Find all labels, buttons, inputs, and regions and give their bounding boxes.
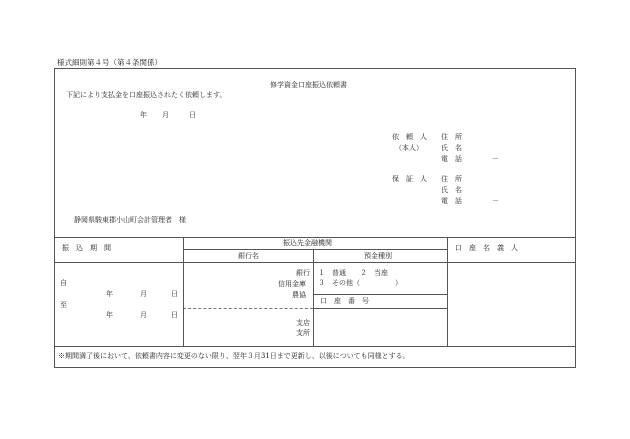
period-to-label: 至 [60, 301, 67, 309]
applicant-heading: 依 頼 人 [392, 133, 427, 141]
col-holder-header: 口 座 名 義 人 [455, 244, 518, 252]
guarantor-name-label: 氏 名 [441, 186, 462, 194]
date-month-label: 月 [162, 111, 169, 119]
table-top-line [54, 237, 576, 238]
to-month-label: 月 [140, 311, 147, 319]
addressee: 静岡県駿東郡小山町会計管理者 様 [74, 216, 186, 224]
applicant-sub-label: （本人） [395, 144, 423, 152]
deposit-option-line-1: １ 普通 ２ 当座 [318, 269, 388, 277]
bank-deposit-split-line [313, 249, 314, 346]
branch-type-shiten: 支店 [296, 319, 310, 327]
applicant-address-label: 住 所 [441, 133, 462, 141]
col-period-header [62, 245, 178, 252]
from-month-label: 月 [140, 290, 147, 298]
guarantor-phone-label: 電 話 [441, 197, 462, 205]
from-year-label: 年 [106, 290, 113, 298]
deposit-split-line [313, 294, 447, 295]
form-title: 修学資金口座振込依頼書 [270, 81, 347, 89]
bank-type-shinkin: 信用金庫 [278, 280, 306, 288]
table-header-bottom-line [54, 262, 576, 263]
deposit-option-line-2: ３ その他（ ） [318, 279, 402, 287]
footnote: ※期間満了後において、依頼書内容に変更のない限り、翌年３月31日まで更新し、以後についても同様とする。 [58, 352, 410, 360]
period-right-line [183, 237, 184, 346]
applicant-name-label: 氏 名 [441, 144, 462, 152]
account-number-label: 口 座 番 号 [320, 297, 369, 305]
applicant-phone-dash: － [492, 155, 499, 163]
bank-branch-dashed-line [183, 308, 313, 309]
form-number: 様式細則第４号（第４条関係） [57, 58, 162, 67]
bank-type-noukyou: 農協 [292, 291, 306, 299]
applicant-phone-label: 電 話 [441, 155, 462, 163]
branch-type-shisho: 支所 [296, 329, 310, 337]
table-bottom-line [54, 346, 576, 347]
guarantor-heading: 保 証 人 [392, 175, 427, 183]
col-deposit-type-header: 預金種別 [364, 252, 392, 260]
account-number-bottom-line [313, 308, 447, 309]
from-day-label: 日 [171, 290, 178, 298]
guarantor-phone-dash: － [492, 197, 499, 205]
intro-text: 下記により支払金を口座振込されたく依頼します。 [66, 91, 227, 99]
guarantor-address-label: 住 所 [441, 175, 462, 183]
to-day-label: 日 [171, 311, 178, 319]
to-year-label: 年 [106, 311, 113, 319]
col-period-label: 振 込 期 間 [62, 244, 111, 252]
bank-type-bank: 銀行 [296, 269, 310, 277]
institution-right-line [447, 237, 448, 346]
col-institution-header: 振込先金融機関 [283, 239, 332, 247]
date-day-label: 日 [189, 111, 196, 119]
institution-sub-line [183, 249, 447, 250]
date-year-label: 年 [140, 111, 147, 119]
period-from-label: 自 [60, 279, 67, 287]
col-bank-name-header: 銀行名 [238, 252, 259, 260]
